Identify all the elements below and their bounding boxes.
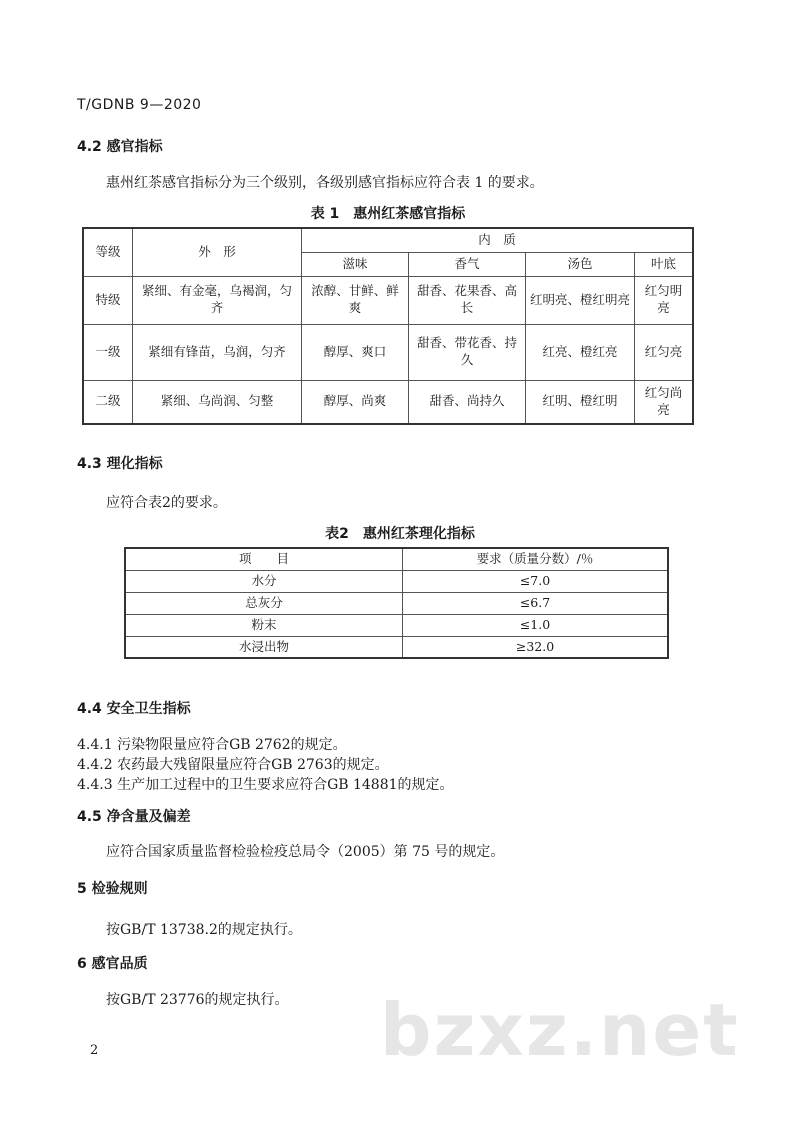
item-cell: 总灰分 bbox=[125, 592, 403, 614]
clause-4-4-2: 4.4.2 农药最大残留限量应符合GB 2763的规定。 bbox=[77, 757, 389, 773]
header-appearance: 外 形 bbox=[133, 228, 302, 276]
table-1-caption: 表 1 惠州红茶感官指标 bbox=[310, 206, 466, 222]
header-taste: 滋味 bbox=[302, 252, 409, 276]
appearance-cell: 紧细有锋苗，乌润，匀齐 bbox=[133, 324, 302, 380]
grade-cell: 二级 bbox=[83, 380, 133, 424]
requirement-cell: ≥32.0 bbox=[403, 636, 669, 658]
aroma-cell: 甜香、带花香、持久 bbox=[409, 324, 526, 380]
clause-4-4-3: 4.4.3 生产加工过程中的卫生要求应符合GB 14881的规定。 bbox=[77, 777, 454, 793]
taste-cell: 醇厚、爽口 bbox=[302, 324, 409, 380]
watermark: bzxz.net bbox=[380, 988, 740, 1072]
item-cell: 水分 bbox=[125, 570, 403, 592]
section-5-text: 按GB/T 13738.2的规定执行。 bbox=[106, 922, 302, 938]
page-number: 2 bbox=[90, 1043, 99, 1058]
table-2-caption: 表2 惠州红茶理化指标 bbox=[325, 526, 475, 542]
document-code: T/GDNB 9—2020 bbox=[77, 97, 202, 113]
requirement-cell: ≤6.7 bbox=[403, 592, 669, 614]
aroma-cell: 甜香、花果香、高长 bbox=[409, 276, 526, 324]
item-cell: 水浸出物 bbox=[125, 636, 403, 658]
clause-4-4-1: 4.4.1 污染物限量应符合GB 2762的规定。 bbox=[77, 737, 347, 753]
appearance-cell: 紧细、乌尚润、匀整 bbox=[133, 380, 302, 424]
section-4-2-text: 惠州红茶感官指标分为三个级别，各级别感官指标应符合表 1 的要求。 bbox=[106, 175, 544, 191]
liquor-cell: 红明、橙红明 bbox=[526, 380, 635, 424]
appearance-cell: 紧细、有金毫，乌褐润，匀齐 bbox=[133, 276, 302, 324]
section-6-text: 按GB/T 23776的规定执行。 bbox=[106, 992, 289, 1008]
aroma-cell: 甜香、尚持久 bbox=[409, 380, 526, 424]
header-grade: 等级 bbox=[83, 228, 133, 276]
section-5-heading: 5 检验规则 bbox=[77, 881, 148, 897]
item-cell: 粉末 bbox=[125, 614, 403, 636]
header-aroma: 香气 bbox=[409, 252, 526, 276]
requirement-cell: ≤1.0 bbox=[403, 614, 669, 636]
section-4-5-text: 应符合国家质量监督检验检疫总局令（2005）第 75 号的规定。 bbox=[106, 844, 505, 860]
header-inner-quality: 内 质 bbox=[302, 228, 694, 252]
leaf-cell: 红匀尚亮 bbox=[635, 380, 694, 424]
section-4-4-heading: 4.4 安全卫生指标 bbox=[77, 701, 191, 717]
table-row bbox=[83, 380, 693, 424]
section-4-3-heading: 4.3 理化指标 bbox=[77, 456, 163, 472]
header-requirement: 要求（质量分数）/％ bbox=[403, 548, 669, 570]
section-4-5-heading: 4.5 净含量及偏差 bbox=[77, 809, 191, 825]
table-row bbox=[125, 592, 668, 614]
table-row bbox=[125, 570, 668, 592]
grade-cell: 特级 bbox=[83, 276, 133, 324]
leaf-cell: 红匀亮 bbox=[635, 324, 694, 380]
header-item: 项 目 bbox=[125, 548, 403, 570]
section-6-heading: 6 感官品质 bbox=[77, 956, 148, 972]
leaf-cell: 红匀明亮 bbox=[635, 276, 694, 324]
taste-cell: 浓醇、甘鲜、鲜爽 bbox=[302, 276, 409, 324]
header-liquor-color: 汤色 bbox=[526, 252, 635, 276]
grade-cell: 一级 bbox=[83, 324, 133, 380]
physicochemical-table bbox=[124, 547, 669, 659]
section-4-3-text: 应符合表2的要求。 bbox=[106, 495, 227, 511]
liquor-cell: 红明亮、橙红明亮 bbox=[526, 276, 635, 324]
table-row bbox=[125, 636, 668, 658]
table-row bbox=[83, 324, 693, 380]
section-4-2-heading: 4.2 感官指标 bbox=[77, 139, 163, 155]
table-row bbox=[125, 614, 668, 636]
header-leaf-base: 叶底 bbox=[635, 252, 694, 276]
table-row bbox=[83, 276, 693, 324]
sensory-table bbox=[82, 227, 694, 425]
liquor-cell: 红亮、橙红亮 bbox=[526, 324, 635, 380]
requirement-cell: ≤7.0 bbox=[403, 570, 669, 592]
taste-cell: 醇厚、尚爽 bbox=[302, 380, 409, 424]
